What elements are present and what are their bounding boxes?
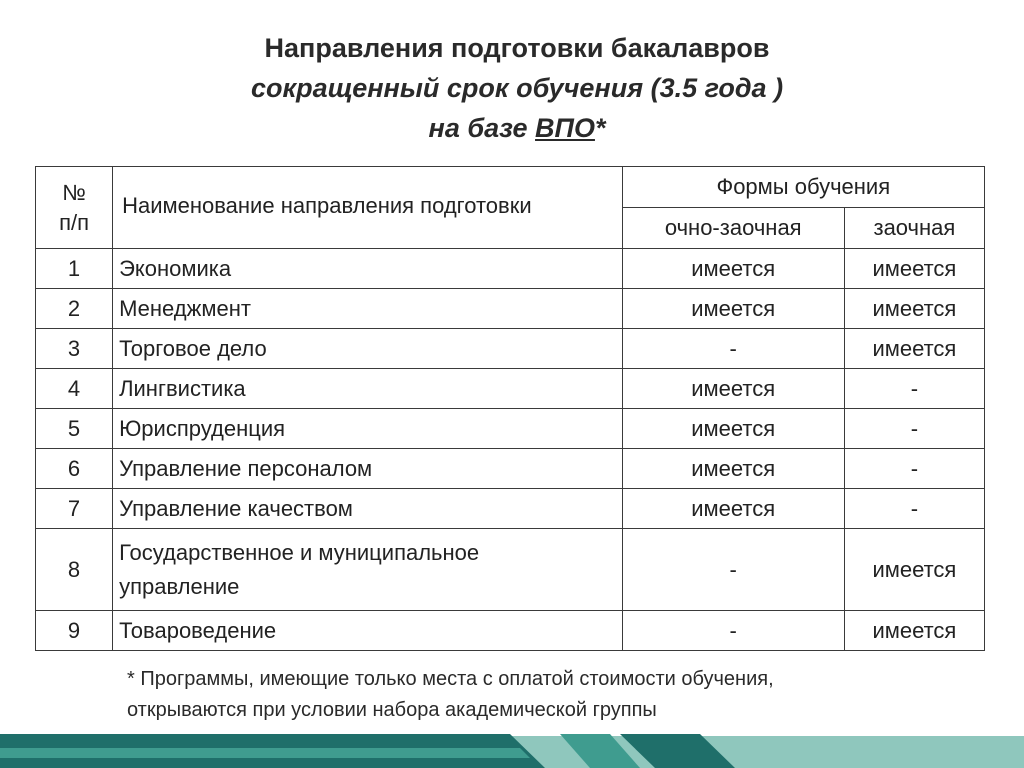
row-form-2: - [844,369,984,409]
row-form-2: имеется [844,611,984,651]
footnote-line-1: * Программы, имеющие только места с оплатой стоимости обучения, [127,668,774,690]
row-form-2: - [844,489,984,529]
header-num-line2: п/п [59,209,90,235]
row-num: 2 [36,289,113,329]
row-name-line-2: управление [119,573,240,599]
title-line-3 [0,108,1024,148]
table-row [36,409,985,449]
row-name: Менеджмент [113,289,623,329]
table-row [36,369,985,409]
row-form-1: - [622,329,844,369]
row-form-1: имеется [622,489,844,529]
title-line-3-prefix: на базе [428,113,536,143]
row-form-1: имеется [622,369,844,409]
table-row [36,249,985,289]
row-num: 6 [36,449,113,489]
title-line-2: сокращенный срок обучения (3.5 года ) [250,73,784,103]
header-form-2: заочная [844,208,984,249]
row-name: Товароведение [113,611,623,651]
row-form-2: - [844,409,984,449]
row-form-1: имеется [622,449,844,489]
row-name: Лингвистика [113,369,623,409]
stripe-mid-2 [0,748,530,758]
row-form-2: - [844,449,984,489]
row-num: 5 [36,409,113,449]
table-row [36,611,985,651]
row-form-2: имеется [844,329,984,369]
footnote-line-2: открываются при условии набора академической группы [127,699,657,721]
row-num: 1 [36,249,113,289]
title-line-1: Направления подготовки бакалавров [264,33,770,63]
row-form-1: имеется [622,249,844,289]
footnote [127,664,927,726]
row-form-1: имеется [622,289,844,329]
row-form-2: имеется [844,289,984,329]
row-form-1: - [622,611,844,651]
table-row [36,489,985,529]
header-name: Наименование направления подготовки [113,167,623,249]
row-num: 7 [36,489,113,529]
header-forms: Формы обучения [622,167,984,208]
row-form-1: - [622,529,844,611]
header-num [36,167,113,249]
row-form-2: имеется [844,529,984,611]
title-line-3-suffix: * [594,113,606,143]
row-name: Управление персоналом [113,449,623,489]
table-row [36,329,985,369]
row-name: Экономика [113,249,623,289]
header-num-line1: № [62,179,86,205]
header-form-1: очно-заочная [622,208,844,249]
row-num: 8 [36,529,113,611]
row-name-line-1: Государственное и муниципальное [119,539,480,565]
table-row [36,289,985,329]
row-name: Торговое дело [113,329,623,369]
row-name: Управление качеством [113,489,623,529]
title-line-3-underlined: ВПО [535,113,595,143]
programs-table [35,166,985,651]
row-num: 3 [36,329,113,369]
table-row [36,529,985,611]
row-num: 9 [36,611,113,651]
row-name: Юриспруденция [113,409,623,449]
table-row [36,449,985,489]
page-title [0,28,1024,148]
decorative-stripes [0,734,1024,768]
table-header-row [36,167,985,208]
row-form-2: имеется [844,249,984,289]
row-form-1: имеется [622,409,844,449]
row-num: 4 [36,369,113,409]
row-name [113,529,623,611]
